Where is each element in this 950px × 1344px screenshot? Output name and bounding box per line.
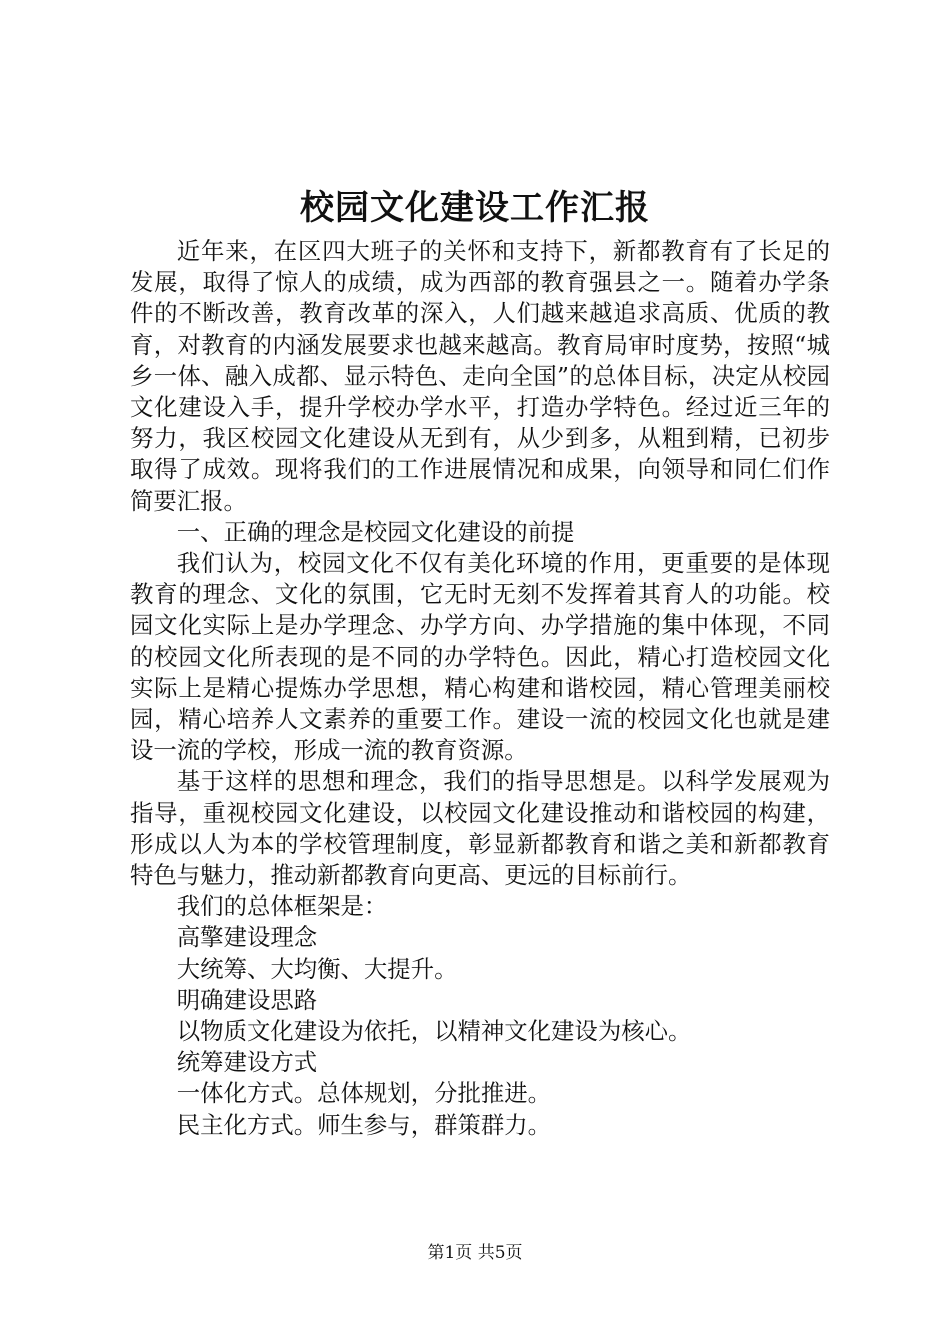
framework-item: 统筹建设方式 (176, 1048, 318, 1077)
framework-item: 民主化方式。师生参与，群策群力。 (176, 1110, 552, 1139)
framework-intro: 我们的总体框架是： (176, 892, 388, 921)
framework-item: 高擎建设理念 (176, 923, 318, 952)
paragraph-intro: 近年来，在区四大班子的关怀和支持下，新都教育有了长足的发展，取得了惊人的成绩，成为西部的教育强县之一。随着办学条件的不断改善，教育改革的深入，人们越来越追求高质、优质的教育，对教育的内涵发展要求也越来越高。教育局审时度势，按照“城乡一体、融入成都、显示特色、走向全国”的总体目标，决定从校园文化建设入手，提升学校办学水平，打造办学特色。经过近三年的努力，我区校园文化建设从无到有，从少到多，从粗到精，已初步取得了成效。现将我们的工作进展情况和成果，向领导和同仁们作简要汇报。 (130, 237, 830, 515)
paragraph-concept: 我们认为，校园文化不仅有美化环境的作用，更重要的是体现教育的理念、文化的氛围，它无时无刻不发挥着其育人的功能。校园文化实际上是办学理念、办学方向、办学措施的集中体现，不同的校园文化所表现的是不同的办学特色。因此，精心打造校园文化实际上是精心提炼办学思想，精心构建和谐校园，精心管理美丽校园，精心培养人文素养的重要工作。建设一流的校园文化也就是建设一流的学校，形成一流的教育资源。 (130, 549, 830, 765)
framework-item: 大统筹、大均衡、大提升。 (176, 954, 458, 983)
section-heading: 一、正确的理念是校园文化建设的前提 (176, 517, 575, 546)
document-title: 校园文化建设工作汇报 (300, 188, 650, 228)
document-body (130, 236, 830, 1141)
page-footer: 第1页 共5页 (427, 1243, 523, 1263)
framework-item: 一体化方式。总体规划，分批推进。 (176, 1079, 552, 1108)
framework-item: 明确建设思路 (176, 985, 318, 1014)
paragraph-guiding-idea: 基于这样的思想和理念，我们的指导思想是。以科学发展观为指导，重视校园文化建设，以校园文化建设推动和谐校园的构建，形成以人为本的学校管理制度，彰显新都教育和谐之美和新都教育特色与魅力，推动新都教育向更高、更远的目标前行。 (130, 767, 830, 890)
framework-item: 以物质文化建设为依托，以精神文化建设为核心。 (176, 1017, 692, 1046)
